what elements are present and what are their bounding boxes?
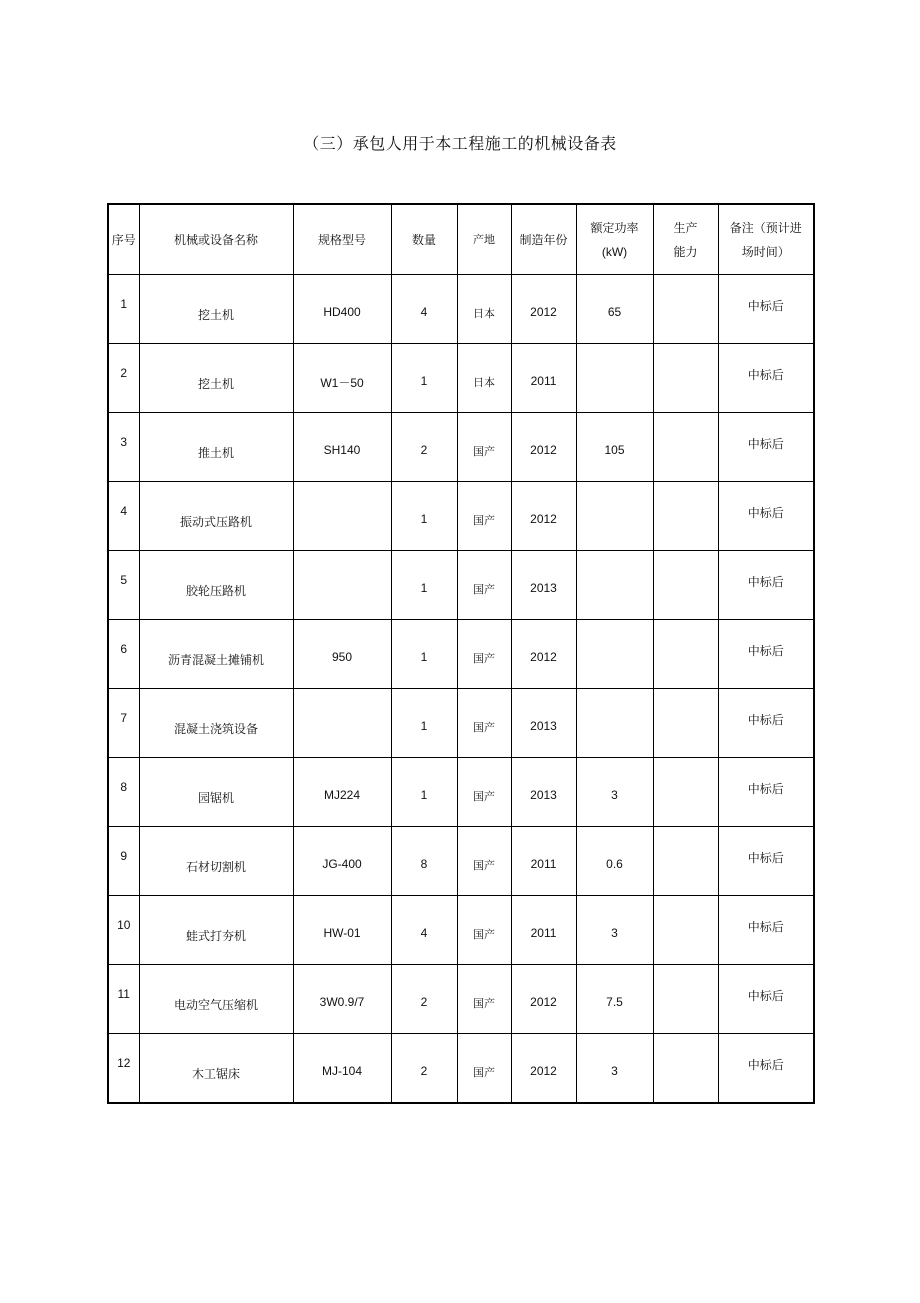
cell-origin-cell — [457, 1034, 511, 1104]
table-row — [108, 482, 814, 551]
cell-model-cell — [293, 275, 391, 344]
cell-seq-cell — [108, 896, 139, 965]
cell-origin: 国产 — [473, 859, 495, 872]
cell-note-cell — [718, 413, 814, 482]
cell-origin-cell — [457, 896, 511, 965]
header-capacity-line2: 能力 — [673, 244, 698, 259]
cell-power: 0.6 — [606, 857, 623, 871]
cell-seq-cell — [108, 482, 139, 551]
cell-note: 中标后 — [747, 575, 784, 589]
cell-quantity: 1 — [420, 374, 428, 388]
cell-year-cell — [511, 689, 576, 758]
header-capacity — [653, 204, 718, 275]
cell-capacity-cell — [653, 827, 718, 896]
cell-note: 中标后 — [747, 782, 784, 796]
cell-equipment-name-cell — [139, 275, 293, 344]
cell-capacity-cell — [653, 1034, 718, 1104]
cell-year: 2012 — [530, 512, 557, 526]
cell-origin: 国产 — [473, 445, 495, 458]
cell-capacity-cell — [653, 620, 718, 689]
cell-equipment-name: 胶轮压路机 — [185, 584, 246, 598]
cell-equipment-name: 推土机 — [197, 446, 234, 460]
cell-seq-cell — [108, 827, 139, 896]
cell-quantity-cell — [391, 620, 457, 689]
cell-power: 3 — [611, 788, 618, 802]
cell-capacity-cell — [653, 965, 718, 1034]
cell-note-cell — [718, 275, 814, 344]
cell-power-cell — [576, 413, 653, 482]
cell-capacity-cell — [653, 413, 718, 482]
cell-origin-cell — [457, 689, 511, 758]
cell-seq-cell — [108, 275, 139, 344]
cell-note: 中标后 — [747, 851, 784, 865]
cell-equipment-name: 挖土机 — [197, 377, 234, 391]
cell-equipment-name-cell — [139, 620, 293, 689]
header-qty: 数量 — [391, 204, 457, 275]
cell-model: W1－50 — [320, 376, 364, 390]
cell-note-cell — [718, 482, 814, 551]
table-row — [108, 344, 814, 413]
cell-origin: 日本 — [473, 307, 495, 320]
cell-equipment-name: 石材切割机 — [185, 860, 246, 874]
cell-year-cell — [511, 1034, 576, 1104]
cell-seq-cell — [108, 620, 139, 689]
cell-seq: 12 — [117, 1056, 131, 1070]
cell-note-cell — [718, 1034, 814, 1104]
header-power-unit: (kW) — [601, 244, 628, 259]
cell-note: 中标后 — [747, 644, 784, 658]
cell-year: 2013 — [530, 719, 557, 733]
cell-quantity-cell — [391, 689, 457, 758]
cell-capacity-cell — [653, 896, 718, 965]
cell-origin: 国产 — [473, 928, 495, 941]
cell-quantity-cell — [391, 551, 457, 620]
cell-note-cell — [718, 620, 814, 689]
cell-equipment-name: 木工锯床 — [191, 1067, 240, 1081]
cell-capacity-cell — [653, 344, 718, 413]
cell-note-cell — [718, 689, 814, 758]
header-seq: 序号 — [108, 204, 139, 275]
cell-capacity-cell — [653, 551, 718, 620]
cell-power-cell — [576, 482, 653, 551]
cell-origin-cell — [457, 827, 511, 896]
cell-year: 2012 — [530, 305, 557, 319]
cell-seq: 9 — [120, 849, 128, 863]
header-name: 机械或设备名称 — [139, 204, 293, 275]
cell-year: 2013 — [530, 788, 557, 802]
header-origin: 产地 — [457, 204, 511, 275]
cell-power-cell — [576, 896, 653, 965]
cell-quantity-cell — [391, 827, 457, 896]
cell-power-cell — [576, 1034, 653, 1104]
cell-year-cell — [511, 413, 576, 482]
cell-power-cell — [576, 275, 653, 344]
cell-note-cell — [718, 551, 814, 620]
cell-seq: 10 — [117, 918, 131, 932]
cell-model-cell — [293, 758, 391, 827]
header-power — [576, 204, 653, 275]
cell-model: 3W0.9/7 — [319, 995, 365, 1009]
cell-origin: 国产 — [473, 514, 495, 527]
cell-origin-cell — [457, 413, 511, 482]
cell-seq-cell — [108, 758, 139, 827]
cell-note: 中标后 — [747, 1058, 784, 1072]
header-note — [718, 204, 814, 275]
cell-equipment-name-cell — [139, 482, 293, 551]
cell-year: 2012 — [530, 443, 557, 457]
cell-power-cell — [576, 344, 653, 413]
header-capacity-line1: 生产 — [673, 220, 698, 235]
cell-model: MJ-104 — [321, 1064, 362, 1078]
cell-equipment-name-cell — [139, 896, 293, 965]
header-note-line1: 备注（预计进 — [729, 220, 802, 235]
cell-note-cell — [718, 344, 814, 413]
cell-origin: 国产 — [473, 790, 495, 803]
cell-power-cell — [576, 827, 653, 896]
table-row — [108, 896, 814, 965]
cell-seq-cell — [108, 965, 139, 1034]
cell-quantity: 2 — [420, 995, 428, 1009]
table-row — [108, 1034, 814, 1104]
cell-note: 中标后 — [747, 506, 784, 520]
cell-model-cell — [293, 827, 391, 896]
cell-model: JG-400 — [322, 857, 362, 871]
header-model: 规格型号 — [293, 204, 391, 275]
cell-seq: 1 — [120, 297, 128, 311]
cell-quantity-cell — [391, 482, 457, 551]
cell-year-cell — [511, 482, 576, 551]
cell-model-cell — [293, 1034, 391, 1104]
cell-seq: 2 — [120, 366, 128, 380]
cell-model: MJ224 — [323, 788, 361, 802]
cell-quantity: 2 — [420, 1064, 428, 1078]
cell-year-cell — [511, 620, 576, 689]
cell-seq: 8 — [120, 780, 128, 794]
table-row — [108, 551, 814, 620]
cell-seq: 4 — [120, 504, 128, 518]
table-header-row — [108, 204, 814, 275]
cell-quantity-cell — [391, 896, 457, 965]
cell-year-cell — [511, 827, 576, 896]
cell-origin-cell — [457, 344, 511, 413]
cell-origin: 国产 — [473, 652, 495, 665]
cell-note: 中标后 — [747, 437, 784, 451]
header-note-line2: 场时间） — [741, 244, 790, 259]
cell-model-cell — [293, 551, 391, 620]
cell-seq-cell — [108, 551, 139, 620]
cell-seq-cell — [108, 1034, 139, 1104]
cell-quantity: 1 — [420, 719, 428, 733]
cell-year: 2011 — [530, 857, 557, 871]
cell-power: 7.5 — [606, 995, 623, 1009]
cell-equipment-name-cell — [139, 551, 293, 620]
cell-equipment-name-cell — [139, 1034, 293, 1104]
cell-power: 3 — [611, 926, 618, 940]
cell-seq: 3 — [120, 435, 128, 449]
cell-seq: 5 — [120, 573, 128, 587]
cell-equipment-name: 沥青混凝土摊铺机 — [167, 653, 264, 667]
cell-note: 中标后 — [747, 368, 784, 382]
cell-model-cell — [293, 482, 391, 551]
cell-year-cell — [511, 275, 576, 344]
header-year: 制造年份 — [511, 204, 576, 275]
cell-note: 中标后 — [747, 299, 784, 313]
table-row — [108, 827, 814, 896]
cell-equipment-name-cell — [139, 827, 293, 896]
cell-origin: 国产 — [473, 1066, 495, 1079]
cell-note-cell — [718, 896, 814, 965]
cell-quantity-cell — [391, 344, 457, 413]
cell-note: 中标后 — [747, 920, 784, 934]
cell-quantity: 2 — [420, 443, 428, 457]
cell-equipment-name: 挖土机 — [197, 308, 234, 322]
cell-quantity: 8 — [420, 857, 428, 871]
cell-origin-cell — [457, 758, 511, 827]
cell-note: 中标后 — [747, 713, 784, 727]
cell-quantity: 1 — [420, 788, 428, 802]
cell-year: 2011 — [530, 374, 557, 388]
cell-power-cell — [576, 758, 653, 827]
cell-seq: 11 — [117, 987, 130, 1001]
cell-equipment-name: 园锯机 — [197, 791, 234, 805]
cell-quantity-cell — [391, 965, 457, 1034]
cell-year: 2012 — [530, 650, 557, 664]
cell-year-cell — [511, 758, 576, 827]
cell-model-cell — [293, 965, 391, 1034]
cell-seq-cell — [108, 689, 139, 758]
table-row — [108, 758, 814, 827]
cell-year: 2011 — [530, 926, 557, 940]
cell-year: 2012 — [530, 995, 557, 1009]
cell-equipment-name-cell — [139, 689, 293, 758]
cell-note-cell — [718, 758, 814, 827]
cell-power: 3 — [611, 1064, 618, 1078]
cell-year: 2013 — [530, 581, 557, 595]
cell-note-cell — [718, 827, 814, 896]
cell-quantity-cell — [391, 275, 457, 344]
cell-origin: 日本 — [473, 376, 495, 389]
cell-capacity-cell — [653, 482, 718, 551]
cell-model-cell — [293, 620, 391, 689]
cell-equipment-name: 蛙式打夯机 — [185, 929, 246, 943]
cell-power-cell — [576, 689, 653, 758]
cell-origin: 国产 — [473, 997, 495, 1010]
cell-capacity-cell — [653, 275, 718, 344]
cell-note-cell — [718, 965, 814, 1034]
cell-quantity: 1 — [420, 512, 428, 526]
cell-equipment-name-cell — [139, 758, 293, 827]
cell-capacity-cell — [653, 758, 718, 827]
cell-power-cell — [576, 620, 653, 689]
cell-origin-cell — [457, 620, 511, 689]
cell-origin-cell — [457, 551, 511, 620]
cell-quantity-cell — [391, 413, 457, 482]
table-row — [108, 413, 814, 482]
cell-origin: 国产 — [473, 721, 495, 734]
cell-quantity-cell — [391, 1034, 457, 1104]
cell-seq: 7 — [120, 711, 128, 725]
cell-model-cell — [293, 689, 391, 758]
equipment-table — [107, 203, 815, 1104]
cell-seq-cell — [108, 413, 139, 482]
cell-note: 中标后 — [747, 989, 784, 1003]
cell-year: 2012 — [530, 1064, 557, 1078]
cell-equipment-name: 振动式压路机 — [179, 515, 252, 529]
cell-quantity: 1 — [420, 650, 428, 664]
cell-year-cell — [511, 896, 576, 965]
cell-origin-cell — [457, 275, 511, 344]
cell-year-cell — [511, 965, 576, 1034]
table-row — [108, 275, 814, 344]
header-power-line1: 额定功率 — [590, 220, 639, 235]
cell-equipment-name-cell — [139, 965, 293, 1034]
cell-model: HW-01 — [323, 926, 361, 940]
cell-origin: 国产 — [473, 583, 495, 596]
cell-model: HD400 — [323, 305, 361, 319]
cell-model: SH140 — [323, 443, 361, 457]
cell-seq: 6 — [120, 642, 128, 656]
cell-quantity: 1 — [420, 581, 428, 595]
cell-equipment-name: 混凝土浇筑设备 — [173, 722, 258, 736]
cell-equipment-name-cell — [139, 344, 293, 413]
cell-capacity-cell — [653, 689, 718, 758]
cell-seq-cell — [108, 344, 139, 413]
cell-equipment-name: 电动空气压缩机 — [173, 998, 258, 1012]
cell-model-cell — [293, 344, 391, 413]
cell-model-cell — [293, 413, 391, 482]
cell-year-cell — [511, 344, 576, 413]
cell-power-cell — [576, 965, 653, 1034]
page-title: （三）承包人用于本工程施工的机械设备表 — [303, 134, 617, 153]
cell-quantity: 4 — [420, 305, 428, 319]
cell-quantity-cell — [391, 758, 457, 827]
cell-power-cell — [576, 551, 653, 620]
table-row — [108, 620, 814, 689]
cell-model: 950 — [331, 650, 353, 664]
cell-power: 105 — [604, 443, 625, 457]
cell-model-cell — [293, 896, 391, 965]
table-row — [108, 965, 814, 1034]
cell-origin-cell — [457, 482, 511, 551]
cell-power: 65 — [607, 305, 622, 319]
cell-equipment-name-cell — [139, 413, 293, 482]
cell-quantity: 4 — [420, 926, 428, 940]
table-row — [108, 689, 814, 758]
cell-year-cell — [511, 551, 576, 620]
cell-origin-cell — [457, 965, 511, 1034]
